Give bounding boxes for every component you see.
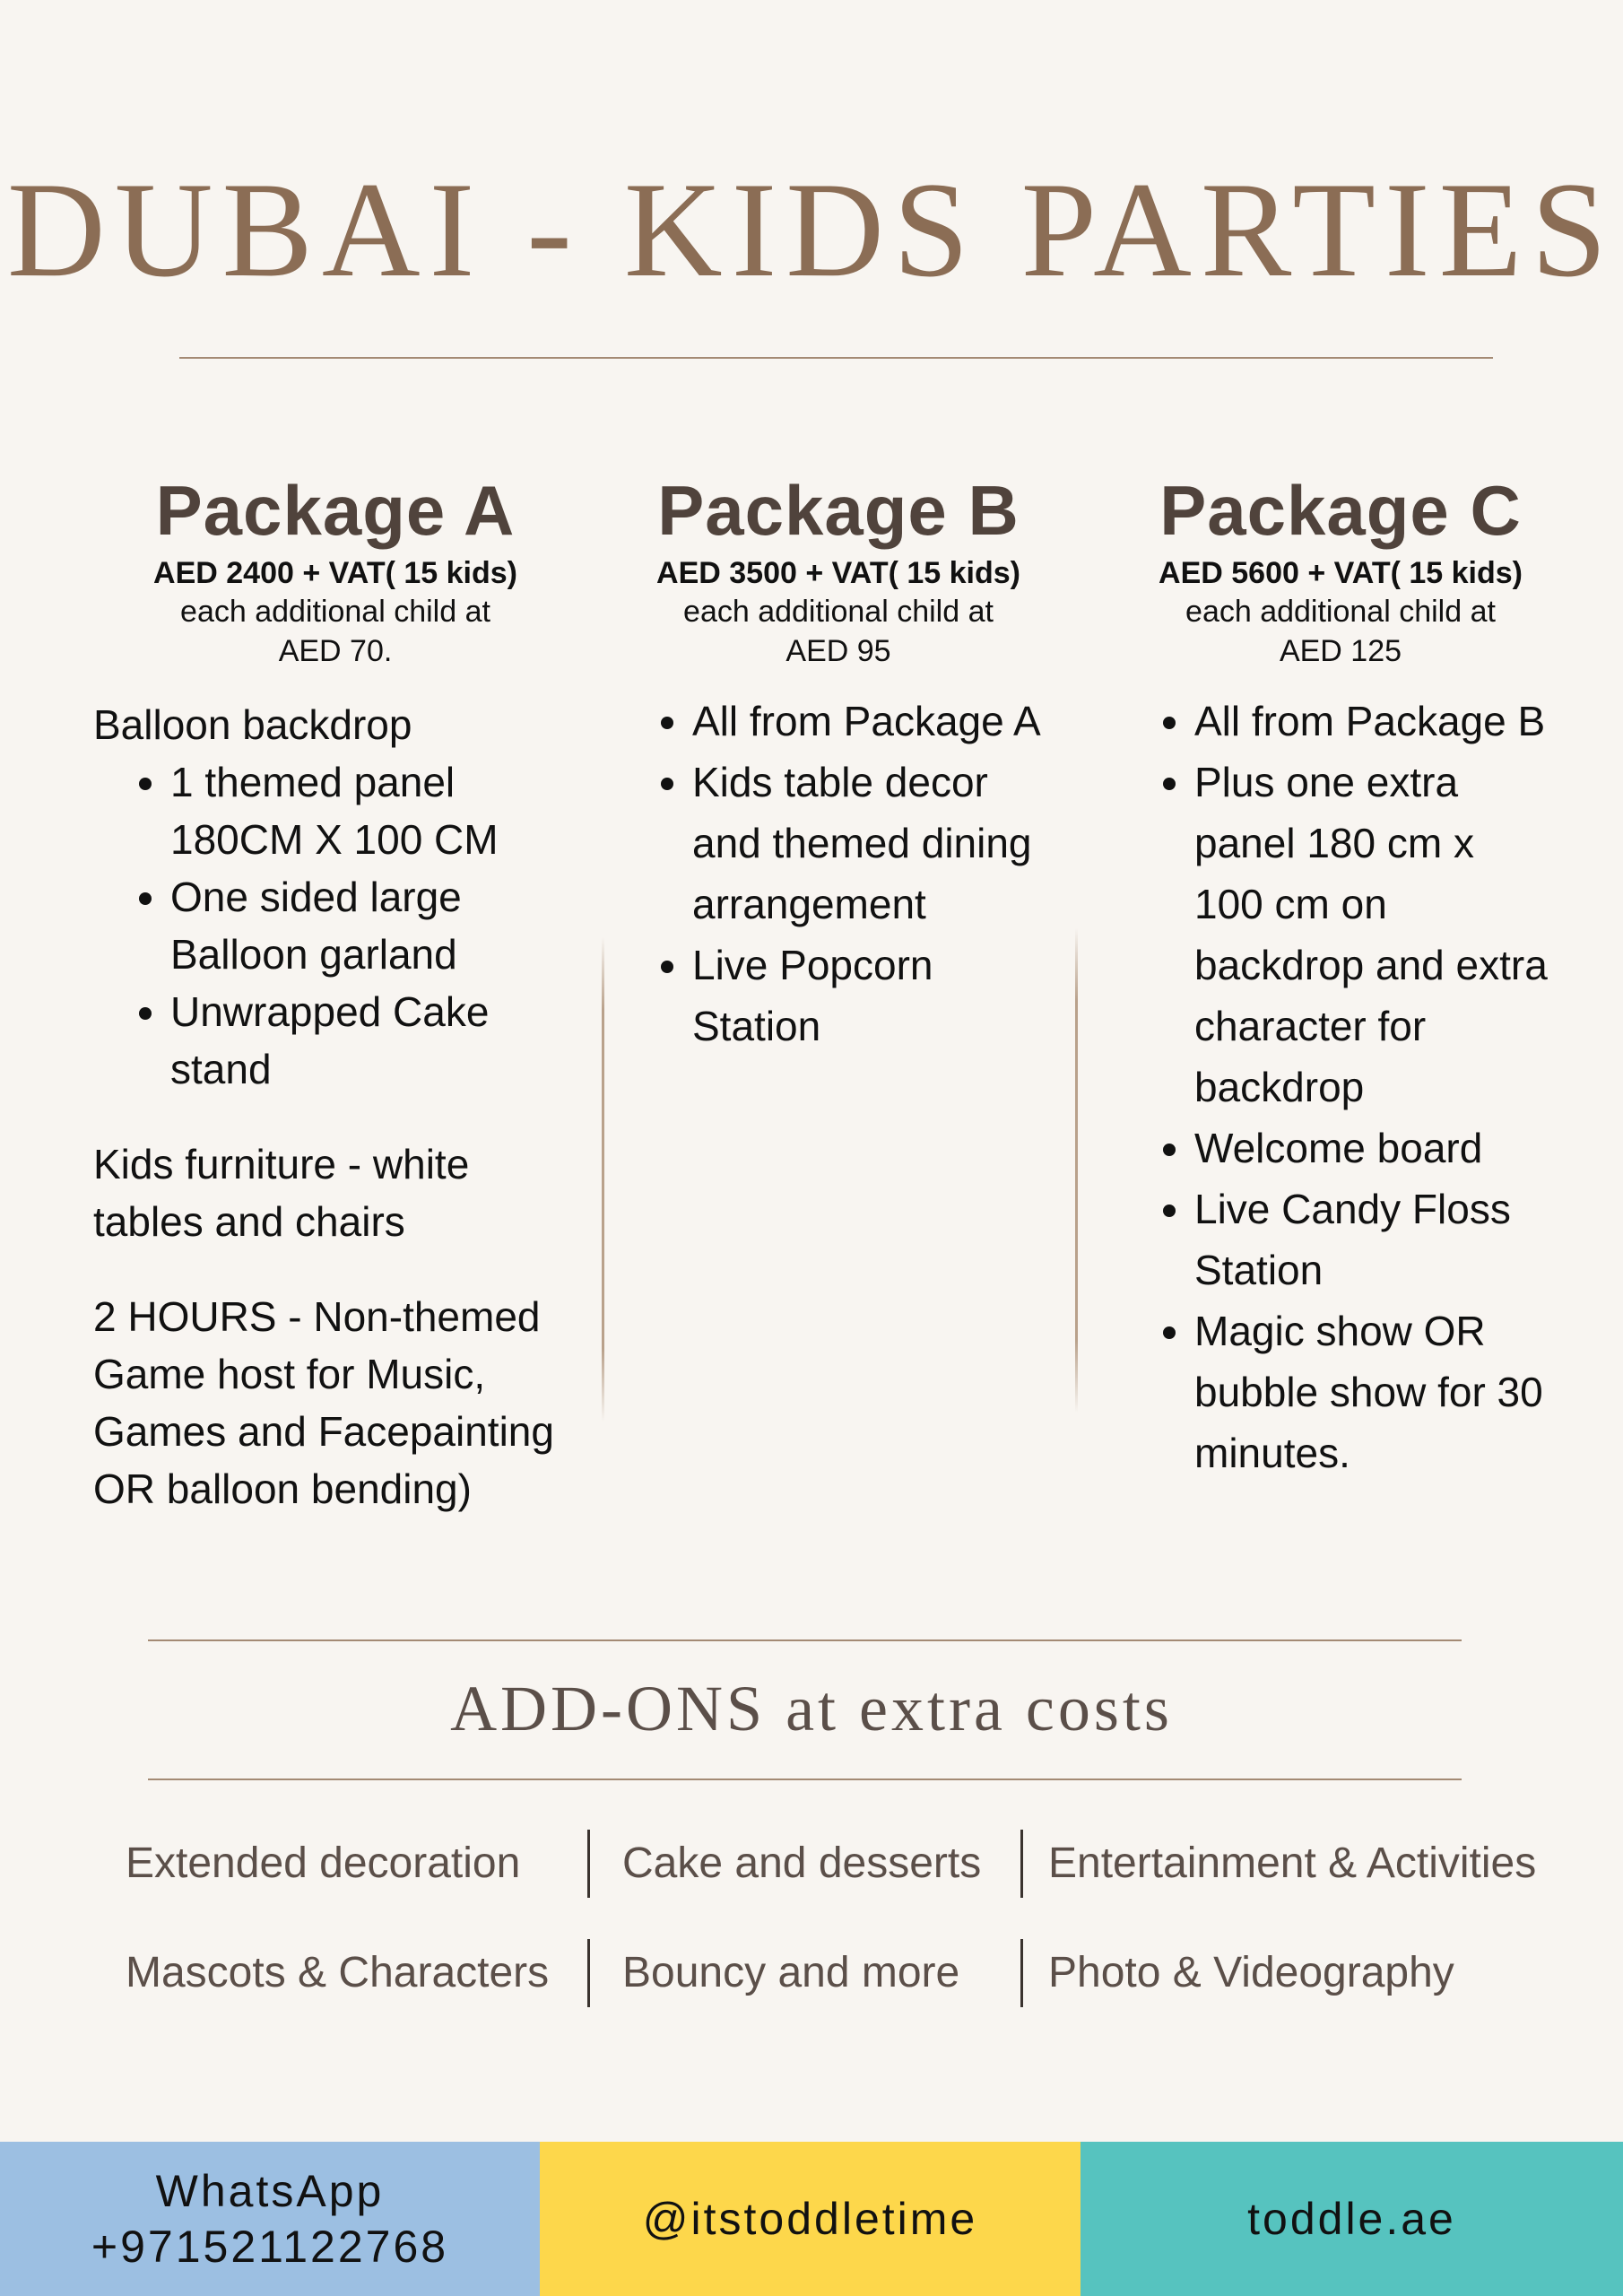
list-item: • 1 themed panel 180CM X 100 CM: [170, 753, 577, 868]
whatsapp-label: WhatsApp: [155, 2166, 385, 2216]
package-a-extra-line2: AED 70.: [278, 634, 393, 668]
addon-separator: [1020, 1830, 1023, 1898]
addons-title: ADD-ONS at extra costs: [450, 1673, 1173, 1744]
package-c: [1130, 466, 1551, 1483]
package-b-list: [628, 691, 1049, 1057]
list-item: • Kids table decor and themed dining arrangement: [692, 752, 1049, 935]
addon-cake-desserts: Cake and desserts: [622, 1839, 982, 1887]
column-divider: [602, 937, 604, 1422]
package-a-name: Package A: [155, 471, 516, 550]
list-item: • All from Package B: [1194, 691, 1551, 752]
column-divider: [1075, 928, 1078, 1413]
list-item: • Magic show OR bubble show for 30 minutes.: [1194, 1300, 1551, 1483]
package-c-price: AED 5600 + VAT( 15 kids): [1159, 556, 1523, 590]
list-item: • Live Candy Floss Station: [1194, 1178, 1551, 1300]
addons-bottom-divider: [148, 1779, 1462, 1780]
list-item: • One sided large Balloon garland: [170, 868, 577, 983]
package-a-furniture: Kids furniture - white tables and chairs: [93, 1141, 470, 1245]
addon-entertainment: Entertainment & Activities: [1048, 1839, 1537, 1887]
package-b-price: AED 3500 + VAT( 15 kids): [656, 556, 1020, 590]
package-a-extra-line1: each additional child at: [180, 595, 490, 629]
list-item: • Welcome board: [1194, 1118, 1551, 1178]
package-c-extra-line1: each additional child at: [1185, 595, 1496, 629]
addon-separator: [587, 1830, 590, 1898]
addon-bouncy: Bouncy and more: [622, 1949, 960, 1996]
package-c-list: [1130, 691, 1551, 1483]
list-item: • Live Popcorn Station: [692, 935, 1049, 1057]
package-c-extra-line2: AED 125: [1279, 634, 1402, 668]
whatsapp-number[interactable]: +971521122768: [91, 2222, 449, 2272]
website-link[interactable]: toddle.ae: [1247, 2194, 1456, 2244]
package-b: [628, 466, 1049, 1057]
package-a-list: [93, 753, 577, 1098]
footer-whatsapp[interactable]: [0, 2142, 540, 2296]
package-b-name: Package B: [657, 471, 1020, 550]
package-a: [93, 466, 577, 1518]
addon-extended-decoration: Extended decoration: [126, 1839, 521, 1887]
social-handle[interactable]: @itstoddletime: [642, 2194, 978, 2244]
footer-website[interactable]: [1081, 2142, 1623, 2296]
list-item: • All from Package A: [692, 691, 1049, 752]
package-b-extra-line1: each additional child at: [683, 595, 994, 629]
list-item: • Unwrapped Cake stand: [170, 983, 577, 1098]
package-a-game-host: 2 HOURS - Non-themed Game host for Music, Games and Facepainting OR balloon bending): [93, 1293, 554, 1512]
page-title: DUBAI - KIDS PARTIES: [6, 154, 1617, 305]
list-item: • Plus one extra panel 180 cm x 100 cm on backdrop and extra character for backdrop: [1194, 752, 1551, 1118]
addon-photo-video: Photo & Videography: [1048, 1949, 1454, 1996]
addon-separator: [1020, 1939, 1023, 2007]
addon-mascots: Mascots & Characters: [126, 1949, 550, 1996]
package-a-price: AED 2400 + VAT( 15 kids): [153, 556, 517, 590]
package-c-name: Package C: [1159, 471, 1522, 550]
package-b-extra-line2: AED 95: [785, 634, 891, 668]
package-a-intro: Balloon backdrop: [93, 701, 412, 748]
title-divider: [179, 357, 1493, 359]
addons-top-divider: [148, 1639, 1462, 1641]
footer-social[interactable]: [540, 2142, 1081, 2296]
addon-separator: [587, 1939, 590, 2007]
